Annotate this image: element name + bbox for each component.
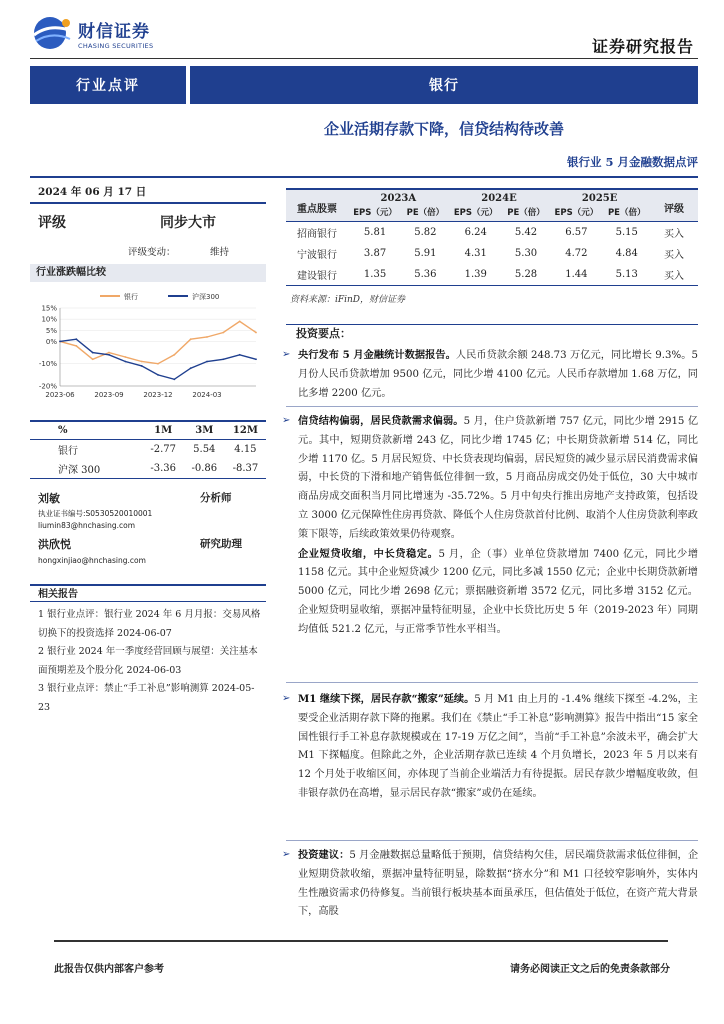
analyst-license: 执业证书编号:S0530520010001: [38, 509, 153, 518]
table-row: [286, 264, 698, 286]
stock-column-header: 重点股票: [286, 189, 348, 222]
perf-header-cell: 12M: [225, 421, 266, 440]
assistant-role: 研究助理: [200, 538, 242, 550]
arrow-bullet-icon: ➢: [282, 349, 291, 360]
y-tick-label: 5%: [45, 326, 57, 335]
estimate-cell: 5.15: [615, 227, 638, 238]
data-point: [92, 358, 94, 360]
stock-name: 招商银行: [297, 229, 337, 240]
assistant-name: 洪欣悦: [38, 538, 71, 551]
estimate-cell: 5.30: [514, 248, 538, 259]
table-row: [30, 440, 266, 460]
perf-cell: -3.36: [143, 459, 184, 479]
data-point: [92, 352, 94, 354]
stock-rating: 买入: [664, 250, 684, 261]
estimate-cell: 5.81: [363, 227, 387, 238]
arrow-bullet-icon: ➢: [282, 415, 291, 426]
stock-name: 建设银行: [286, 264, 348, 286]
invest-point-2: [282, 412, 699, 640]
title-rule: [30, 176, 698, 178]
perf-cell: 银行: [58, 446, 78, 457]
estimate-cell: 5.91: [414, 248, 437, 259]
related-reports-list: [38, 606, 266, 717]
logo-english-name: CHASING SECURITIES: [78, 41, 154, 50]
table-row: [30, 459, 266, 479]
data-point: [190, 367, 192, 369]
perf-cell: 沪深 300: [30, 459, 143, 479]
estimate-cell: 5.42: [514, 227, 538, 238]
metric-header: EPS（元）: [549, 204, 603, 222]
point-lead: 企业短贷收缩，中长贷稳定。: [298, 547, 439, 560]
estimate-cell: 1.44: [549, 264, 603, 286]
x-tick-label: 2023-06: [45, 391, 75, 399]
stock-name: 宁波银行: [297, 250, 337, 261]
data-point: [124, 356, 126, 358]
legend-label: 沪深300: [192, 293, 220, 301]
data-point: [222, 358, 224, 360]
logo-globe-icon: [32, 15, 74, 51]
related-report-item[interactable]: 2 银行业 2024 年一季度经营回顾与展望：关注基本面预期差及个股分化 2024-06-03: [38, 646, 258, 676]
estimate-cell: 5.13: [603, 264, 650, 286]
arrow-bullet-icon: ➢: [282, 849, 291, 860]
point-text: 人民币贷款余额 248.73 万亿元，同比增长 9.3%。5 月份人民币贷款增加 9500 亿元，同比少增 4100 亿元。人民币存款增加 1.68 万亿，同比多增 2200 亿元。: [298, 350, 698, 399]
data-point: [173, 378, 175, 380]
estimate-cell: 5.36: [402, 264, 449, 286]
data-point: [75, 338, 77, 340]
data-point: [206, 336, 208, 338]
data-point: [141, 365, 143, 367]
footer-rule: [54, 940, 668, 942]
invest-point-1: [282, 346, 698, 403]
series-line: [60, 339, 256, 379]
footer-disclaimer-link[interactable]: 请务必阅读正文之后的免责条款部分: [510, 964, 670, 975]
estimate-cell: 4.31: [464, 248, 487, 259]
perf-cell: 4.15: [234, 444, 257, 455]
date-rule: [30, 202, 266, 204]
perf-cell: -8.37: [225, 459, 266, 479]
estimate-cell: 4.84: [615, 248, 638, 259]
data-point: [108, 352, 110, 354]
table-row: [286, 222, 698, 244]
rating-change-value: 维持: [210, 247, 230, 258]
performance-heading: 行业涨跌幅比较: [30, 264, 266, 282]
y-tick-label: 0%: [45, 337, 57, 346]
perf-header-cell: 3M: [184, 421, 225, 440]
x-tick-label: 2023-09: [94, 391, 124, 399]
year-header: 2024E: [449, 189, 550, 204]
y-tick-label: -20%: [38, 382, 57, 391]
stock-estimates-table: [286, 188, 698, 286]
perf-header-cell: 1M: [143, 421, 184, 440]
footer-notice: 此报告仅供内部客户参考: [54, 964, 164, 975]
perf-cell: 5.54: [193, 444, 216, 455]
point-lead: 投资建议：: [298, 849, 350, 861]
legend-label: 银行: [124, 293, 138, 301]
rating-column-header: 评级: [650, 189, 698, 222]
section-divider: [286, 406, 698, 407]
metric-header: PE（倍）: [402, 204, 449, 222]
data-point: [239, 320, 241, 322]
data-point: [157, 374, 159, 376]
perf-cell: -2.77: [150, 444, 176, 455]
estimate-cell: 4.72: [565, 248, 588, 259]
x-tick-label: 2023-12: [143, 391, 173, 399]
data-point: [255, 358, 257, 360]
assistant-email[interactable]: hongxinjiao@hnchasing.com: [38, 556, 146, 565]
rating-value: 同步大市: [160, 215, 216, 231]
category-banner: 行业点评: [30, 66, 186, 104]
analyst-role: 分析师: [200, 492, 232, 504]
section-divider: [286, 682, 698, 683]
data-point: [59, 341, 61, 343]
rating-change-label: 评级变动：: [128, 247, 176, 258]
data-point: [173, 354, 175, 356]
invest-point-3: [282, 690, 698, 804]
y-tick-label: 15%: [41, 304, 57, 313]
data-point: [157, 363, 159, 365]
header-rule: [30, 58, 698, 59]
data-point: [239, 354, 241, 356]
point-text: 5 月 M1 由上月的 -1.4% 继续下探至 -4.2%，主要受企业活期存款下降的拖累。我们在《禁止“手工补息”影响测算》报告中指出“15 家全国性银行手工补息存款规模或在 17-19 万亿之间”，当前“手工补息”余波未平，确会扩大 M1 下探幅度。但除此之外，企业活期存款已连续 4 个月负增长，2023 年 5 月以来有 12 个月处于收缩区间，亦体现了当前企业端活力有待提振。居民存款少增幅度收敛，但非银存款仍在高增，显示居民存款“搬家”或仍在延续。: [298, 694, 698, 799]
point-text: 5 月金融数据总量略低于预期，信贷结构欠佳，居民端贷款需求低位徘徊，企业短期贷款收缩，票据冲量特征明显，除数据“挤水分”和 M1 口径较窄影响外，实体内生性融资需求仍待修复。当前银行板块基本面虽承压，但估值处于低位，在资产荒大背景下，高股: [298, 850, 699, 918]
analyst-name: 刘敏: [38, 492, 60, 505]
point-text: 5 月，企（事）业单位贷款增加 7400 亿元，同比少增 1158 亿元。其中企业短贷减少 1200 亿元，同比多减 1550 亿元；企业中长期贷款新增 5000 亿元，同比少增 2698 亿元；票据融资新增 3572 亿元，同比多增 3152 亿元。企业短贷明显收缩，票据冲量特征明显，企业中长贷比历史 5 年（2019-2023 年）同期均值低 521.2 亿元，与正常季节性水平相当。: [298, 548, 699, 635]
related-report-item[interactable]: 1 银行业点评：银行业 2024 年 6 月月报：交易风格切换下的投资选择 2024-06-07: [38, 609, 261, 639]
point-lead: 信贷结构偏弱，居民贷款需求偏弱。: [298, 415, 464, 427]
analyst-email[interactable]: liumin83@hnchasing.com: [38, 521, 135, 530]
performance-chart: [30, 286, 266, 410]
logo-chinese-name: 财信证券: [78, 21, 150, 42]
perf-cell: -0.86: [184, 459, 225, 479]
point-lead: M1 继续下探，居民存款“搬家”延续。: [298, 693, 475, 705]
metric-header: PE（倍）: [603, 204, 650, 222]
data-point: [190, 338, 192, 340]
metric-header: PE（倍）: [503, 204, 550, 222]
section-divider: [286, 840, 698, 841]
point-lead: 央行发布 5 月金融统计数据报告。: [298, 349, 456, 361]
metric-header: EPS（元）: [348, 204, 402, 222]
data-point: [75, 345, 77, 347]
year-header: 2023A: [348, 189, 449, 204]
company-logo: [32, 12, 162, 54]
estimate-cell: 1.35: [348, 264, 402, 286]
data-point: [206, 361, 208, 363]
arrow-bullet-icon: ➢: [282, 693, 291, 704]
x-tick-label: 2024-03: [192, 391, 222, 399]
rating-label: 评级: [38, 215, 66, 231]
investment-points-heading: 投资要点：: [286, 324, 698, 342]
stock-rating: 买入: [664, 229, 684, 240]
year-header: 2025E: [549, 189, 650, 204]
data-point: [255, 332, 257, 334]
series-line: [60, 321, 256, 363]
report-type: 证券研究报告: [591, 37, 694, 56]
related-report-item[interactable]: 3 银行业点评：禁止“手工补息”影响测算 2024-05-23: [38, 683, 255, 713]
data-point: [124, 361, 126, 363]
estimate-cell: 3.87: [363, 248, 387, 259]
related-reports-heading: 相关报告: [30, 584, 266, 602]
industry-banner: 银行: [190, 66, 698, 104]
table-source-note: 资料来源：iFinD，财信证券: [290, 295, 406, 305]
y-tick-label: -10%: [38, 360, 57, 369]
invest-point-4: [282, 846, 699, 926]
performance-table: [30, 420, 266, 479]
point-text: 5 月，住户贷款新增 757 亿元，同比少增 2915 亿元。其中，短期贷款新增 243 亿，同比少增 1745 亿；中长期贷款新增 514 亿，同比少增 1170 亿。5 月居民短贷、中长贷表现均偏弱，居民短贷的减少显示居民消费需求偏弱，中长贷的下滑和地产销售低位徘徊一致，5 月商品房成交仍处于低位，30 大中城市商品房成交面积当月同比增速为 -35.72%。5 月中旬央行推出房地产支持政策，包括设立 3000 亿元保障性住房再贷款、降低个人住房贷款首付比例、取消个人住房贷款利率政策下限等，后续政策效果仍待观察。: [298, 416, 699, 540]
report-title: 企业活期存款下降，信贷结构待改善: [323, 120, 564, 138]
data-point: [108, 354, 110, 356]
estimate-cell: 6.24: [464, 227, 487, 238]
y-tick-label: 10%: [41, 315, 57, 324]
metric-header: EPS（元）: [449, 204, 503, 222]
report-date: 2024 年 06 月 17 日: [38, 186, 147, 198]
estimate-cell: 6.57: [565, 227, 588, 238]
report-subtitle: 银行业 5 月金融数据点评: [566, 155, 698, 169]
table-row: [286, 243, 698, 264]
estimate-cell: 5.28: [503, 264, 550, 286]
data-point: [222, 332, 224, 334]
stock-rating: 买入: [650, 264, 698, 286]
estimate-cell: 5.82: [414, 227, 437, 238]
perf-header-cell: %: [30, 421, 143, 440]
data-point: [141, 361, 143, 363]
estimate-cell: 1.39: [449, 264, 503, 286]
